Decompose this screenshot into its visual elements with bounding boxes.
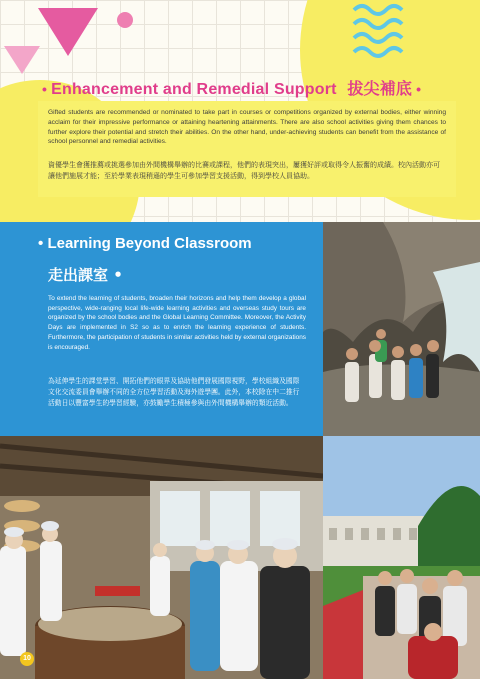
enhancement-body-en: Gifted students are recommended or nominated to take part in courses or competitions organized by external bodies, either winning acclaim for their impressive performance or attaining heartening attainments. There are also school activities giving them chances to further explore their potential and stretch their abilities. On the other hand, under-achieving students can benefit from the assistance of school personnel and remedial activities. — [48, 109, 446, 146]
enhancement-title-en: Enhancement and Remedial Support — [51, 81, 337, 98]
pink-dot-decoration — [117, 12, 133, 28]
cave-field-trip-photo — [323, 222, 480, 436]
enhancement-heading — [38, 76, 425, 99]
enhancement-body-zh: 資優學生會獲推薦或挑選參加由外間機構舉辦的比賽或課程，他們的表現突出，屢獲好評或取得令人振奮的成績。校內活動亦可讓他們施展才能；至於學業表現稍遜的學生可參加學習支援活動，得到學校人員協助。 — [48, 161, 440, 180]
learning-title-en: Learning Beyond Classroom — [47, 235, 252, 252]
cheese-factory-photo — [0, 436, 323, 679]
learning-heading-zh — [48, 264, 123, 285]
pink-triangle-decoration — [38, 8, 98, 56]
palace-garden-photo — [323, 436, 480, 679]
page-number-badge: 10 — [20, 652, 34, 666]
bullet: • — [416, 81, 422, 97]
bullet: • — [42, 81, 48, 97]
bullet: • — [113, 266, 123, 284]
learning-title-zh: 走出課室 — [48, 266, 109, 284]
learning-body-en: To extend the learning of students, broaden their horizons and help them develop a global perspective, wide-ranging local life-wide learning activities and overseas study tours are organized by the school bodies and the Global Learning Committee. Moreover, the Activity Days are implemented in S2 so as to enrich the learning experience of students. Furthermore, the participation of students in similar activities held by external organizations is encouraged. — [48, 295, 306, 351]
wave-lines-decoration — [352, 0, 412, 66]
enhancement-title-zh: 拔尖補底 — [347, 81, 413, 98]
learning-heading-en — [38, 235, 252, 252]
learning-body-zh: 為延伸學生的課堂學習、開拓他們的眼界及協助他們發展國際視野，學校組織及國際文化交流委員會舉辦不同的全方位學習活動及海外遊學團。此外，本校除在中二推行活動日以豐富學生的學習經驗，亦鼓勵學生積極參與由外間機構舉辦的類近活動。 — [48, 377, 300, 407]
bullet: • — [38, 235, 44, 252]
pink-triangle-decoration — [4, 46, 40, 74]
